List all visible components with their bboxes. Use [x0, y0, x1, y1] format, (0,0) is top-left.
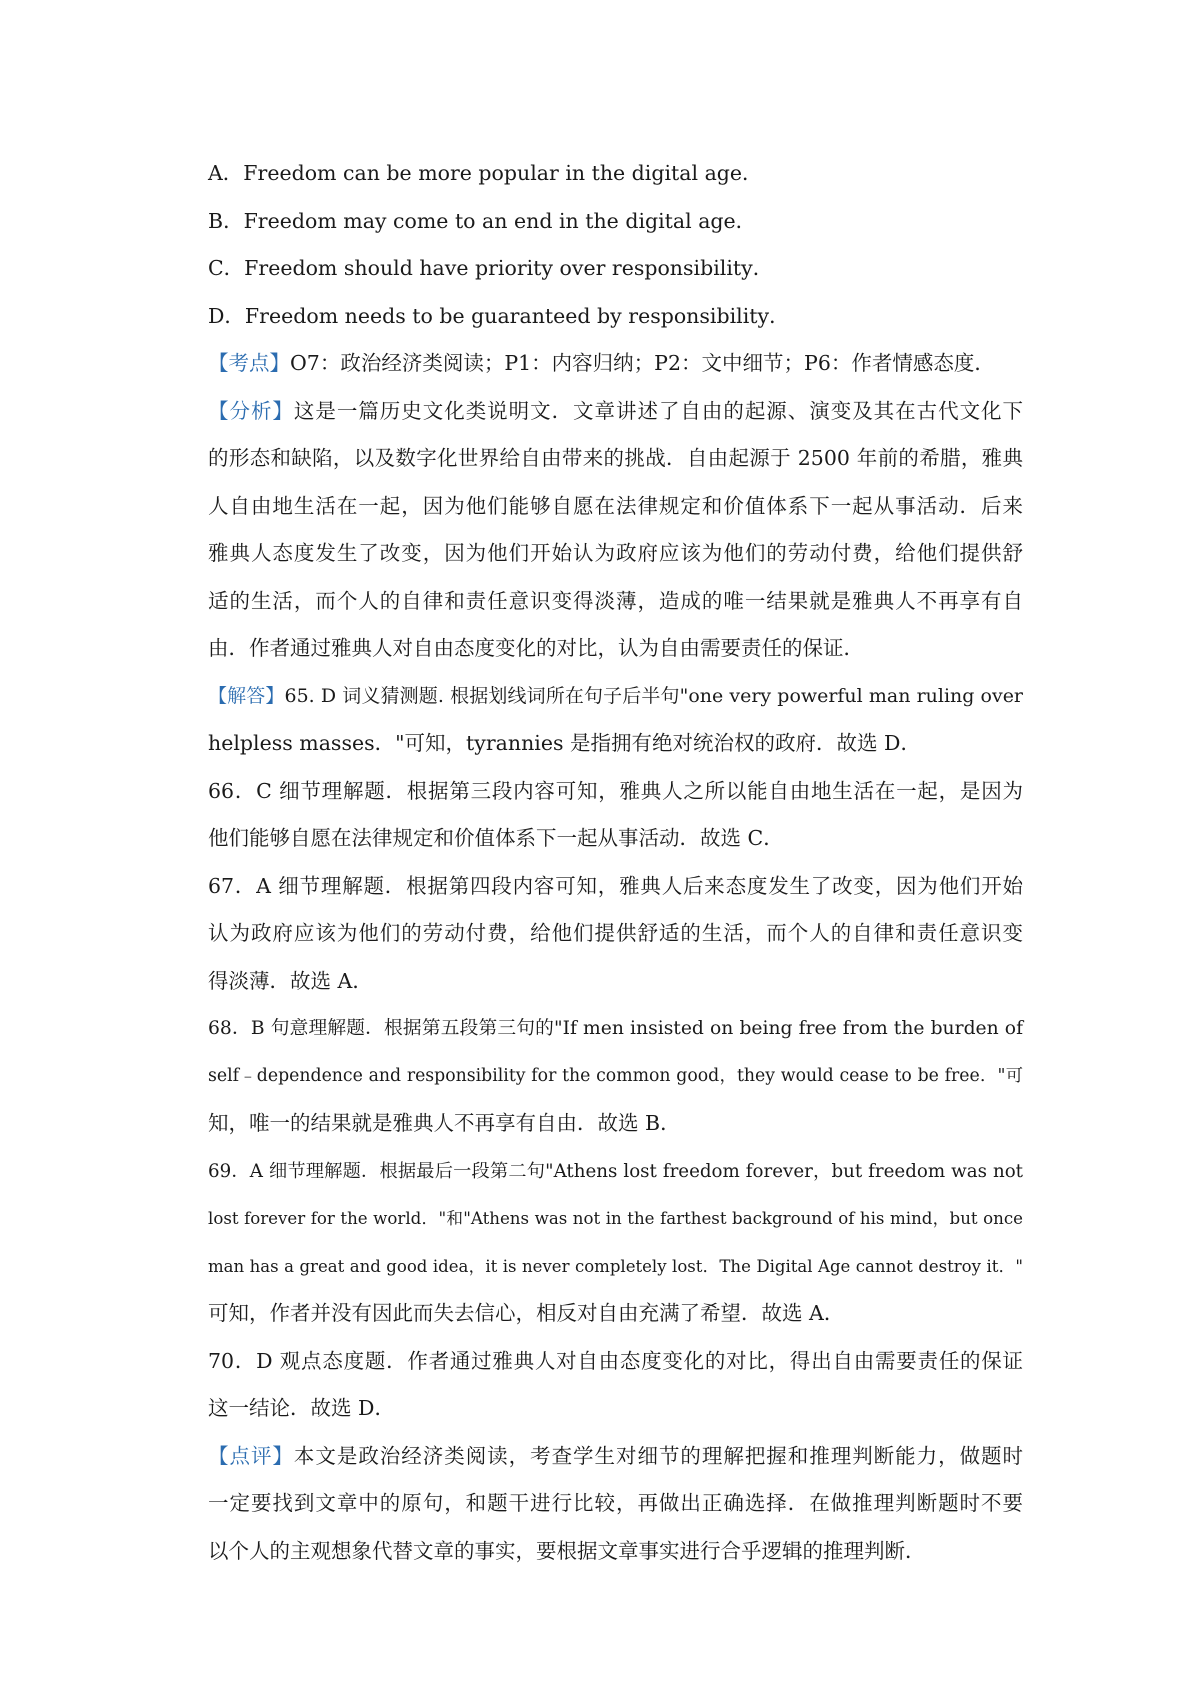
dianping-line: 以个人的主观想象代替文章的事实，要根据文章事实进行合乎逻辑的推理判断． [208, 1538, 926, 1563]
fenxi-text: 这是一篇历史文化类说明文．文章讲述了自由的起源、演变及其在古代文化下 [293, 398, 1024, 423]
dianping-line [208, 1433, 1023, 1481]
fenxi-line [208, 388, 1023, 436]
fenxi-line: 雅典人态度发生了改变，因为他们开始认为政府应该为他们的劳动付费，给他们提供舒 [208, 541, 1023, 565]
dianping-text: 本文是政治经济类阅读，考查学生对细节的理解把握和推理判断能力，做题时 [293, 1443, 1024, 1468]
jieda-line: lost forever for the world．"和"Athens was not in the farthest background of his mind，but once [208, 1209, 1023, 1228]
jieda-line: helpless masses．"可知，tyrannies 是指拥有绝对统治权的政府．故选 D． [208, 731, 921, 755]
document-page [208, 150, 1023, 1575]
jieda-line: 知，唯一的结果就是雅典人不再享有自由．故选 B． [208, 1111, 681, 1135]
jieda-line: 他们能够自愿在法律规定和价值体系下一起从事活动．故选 C． [208, 826, 784, 850]
kaodian-text: O7：政治经济类阅读；P1：内容归纳；P2：文中细节；P6：作者情感态度． [290, 351, 995, 375]
dianping-tag: 【点评】 [208, 1443, 294, 1468]
fenxi-line: 人自由地生活在一起，因为他们能够自愿在法律规定和价值体系下一起从事活动．后来 [208, 493, 1023, 518]
kaodian-paragraph [208, 340, 1023, 388]
jieda-line: 得淡薄．故选 A． [208, 968, 373, 993]
option-b: B．Freedom may come to an end in the digital age． [208, 208, 757, 233]
jieda-line: 认为政府应该为他们的劳动付费，给他们提供舒适的生活，而个人的自律和责任意识变 [208, 921, 1023, 945]
jieda-line [208, 673, 1023, 721]
jieda-line: man has a great and good idea，it is never completely lost．The Digital Age cannot destroy it．" [208, 1256, 1023, 1276]
dianping-line: 一定要找到文章中的原句，和题干进行比较，再做出正确选择．在做推理判断题时不要 [208, 1491, 1023, 1515]
fenxi-line: 由．作者通过雅典人对自由态度变化的对比，认为自由需要责任的保证． [208, 636, 864, 660]
option-c: C．Freedom should have priority over responsibility． [208, 256, 774, 280]
jieda-line: 68．B 句意理解题．根据第五段第三句的"If men insisted on being free from the burden of [208, 1018, 1023, 1039]
jieda-line: 67．A 细节理解题．根据第四段内容可知，雅典人后来态度发生了改变，因为他们开始 [208, 873, 1023, 898]
fenxi-line: 的形态和缺陷，以及数字化世界给自由带来的挑战．自由起源于 2500 年前的希腊，雅典 [208, 446, 1023, 470]
fenxi-line: 适的生活，而个人的自律和责任意识变得淡薄，造成的唯一结果就是雅典人不再享有自 [208, 588, 1023, 613]
jieda-line: 70．D 观点态度题．作者通过雅典人对自由态度变化的对比，得出自由需要责任的保证 [208, 1348, 1023, 1373]
jieda-text: 65. D 词义猜测题. 根据划线词所在句子后半句"one very powerful man ruling over [284, 684, 1023, 707]
jieda-line: 69．A 细节理解题．根据最后一段第二句"Athens lost freedom forever，but freedom was not [208, 1160, 1023, 1182]
fenxi-tag: 【分析】 [208, 398, 294, 423]
jieda-line: self﹣dependence and responsibility for the common good，they would cease to be free．"可 [208, 1065, 1023, 1086]
kaodian-tag: 【考点】 [208, 351, 290, 375]
jieda-tag: 【解答】 [208, 684, 285, 707]
jieda-line: 可知，作者并没有因此而失去信心，相反对自由充满了希望．故选 A． [208, 1301, 845, 1325]
option-d: D．Freedom needs to be guaranteed by responsibility． [208, 303, 790, 328]
jieda-line: 66．C 细节理解题．根据第三段内容可知，雅典人之所以能自由地生活在一起，是因为 [208, 778, 1023, 803]
option-a: A．Freedom can be more popular in the digital age． [208, 161, 763, 185]
jieda-line: 这一结论．故选 D． [208, 1396, 395, 1420]
